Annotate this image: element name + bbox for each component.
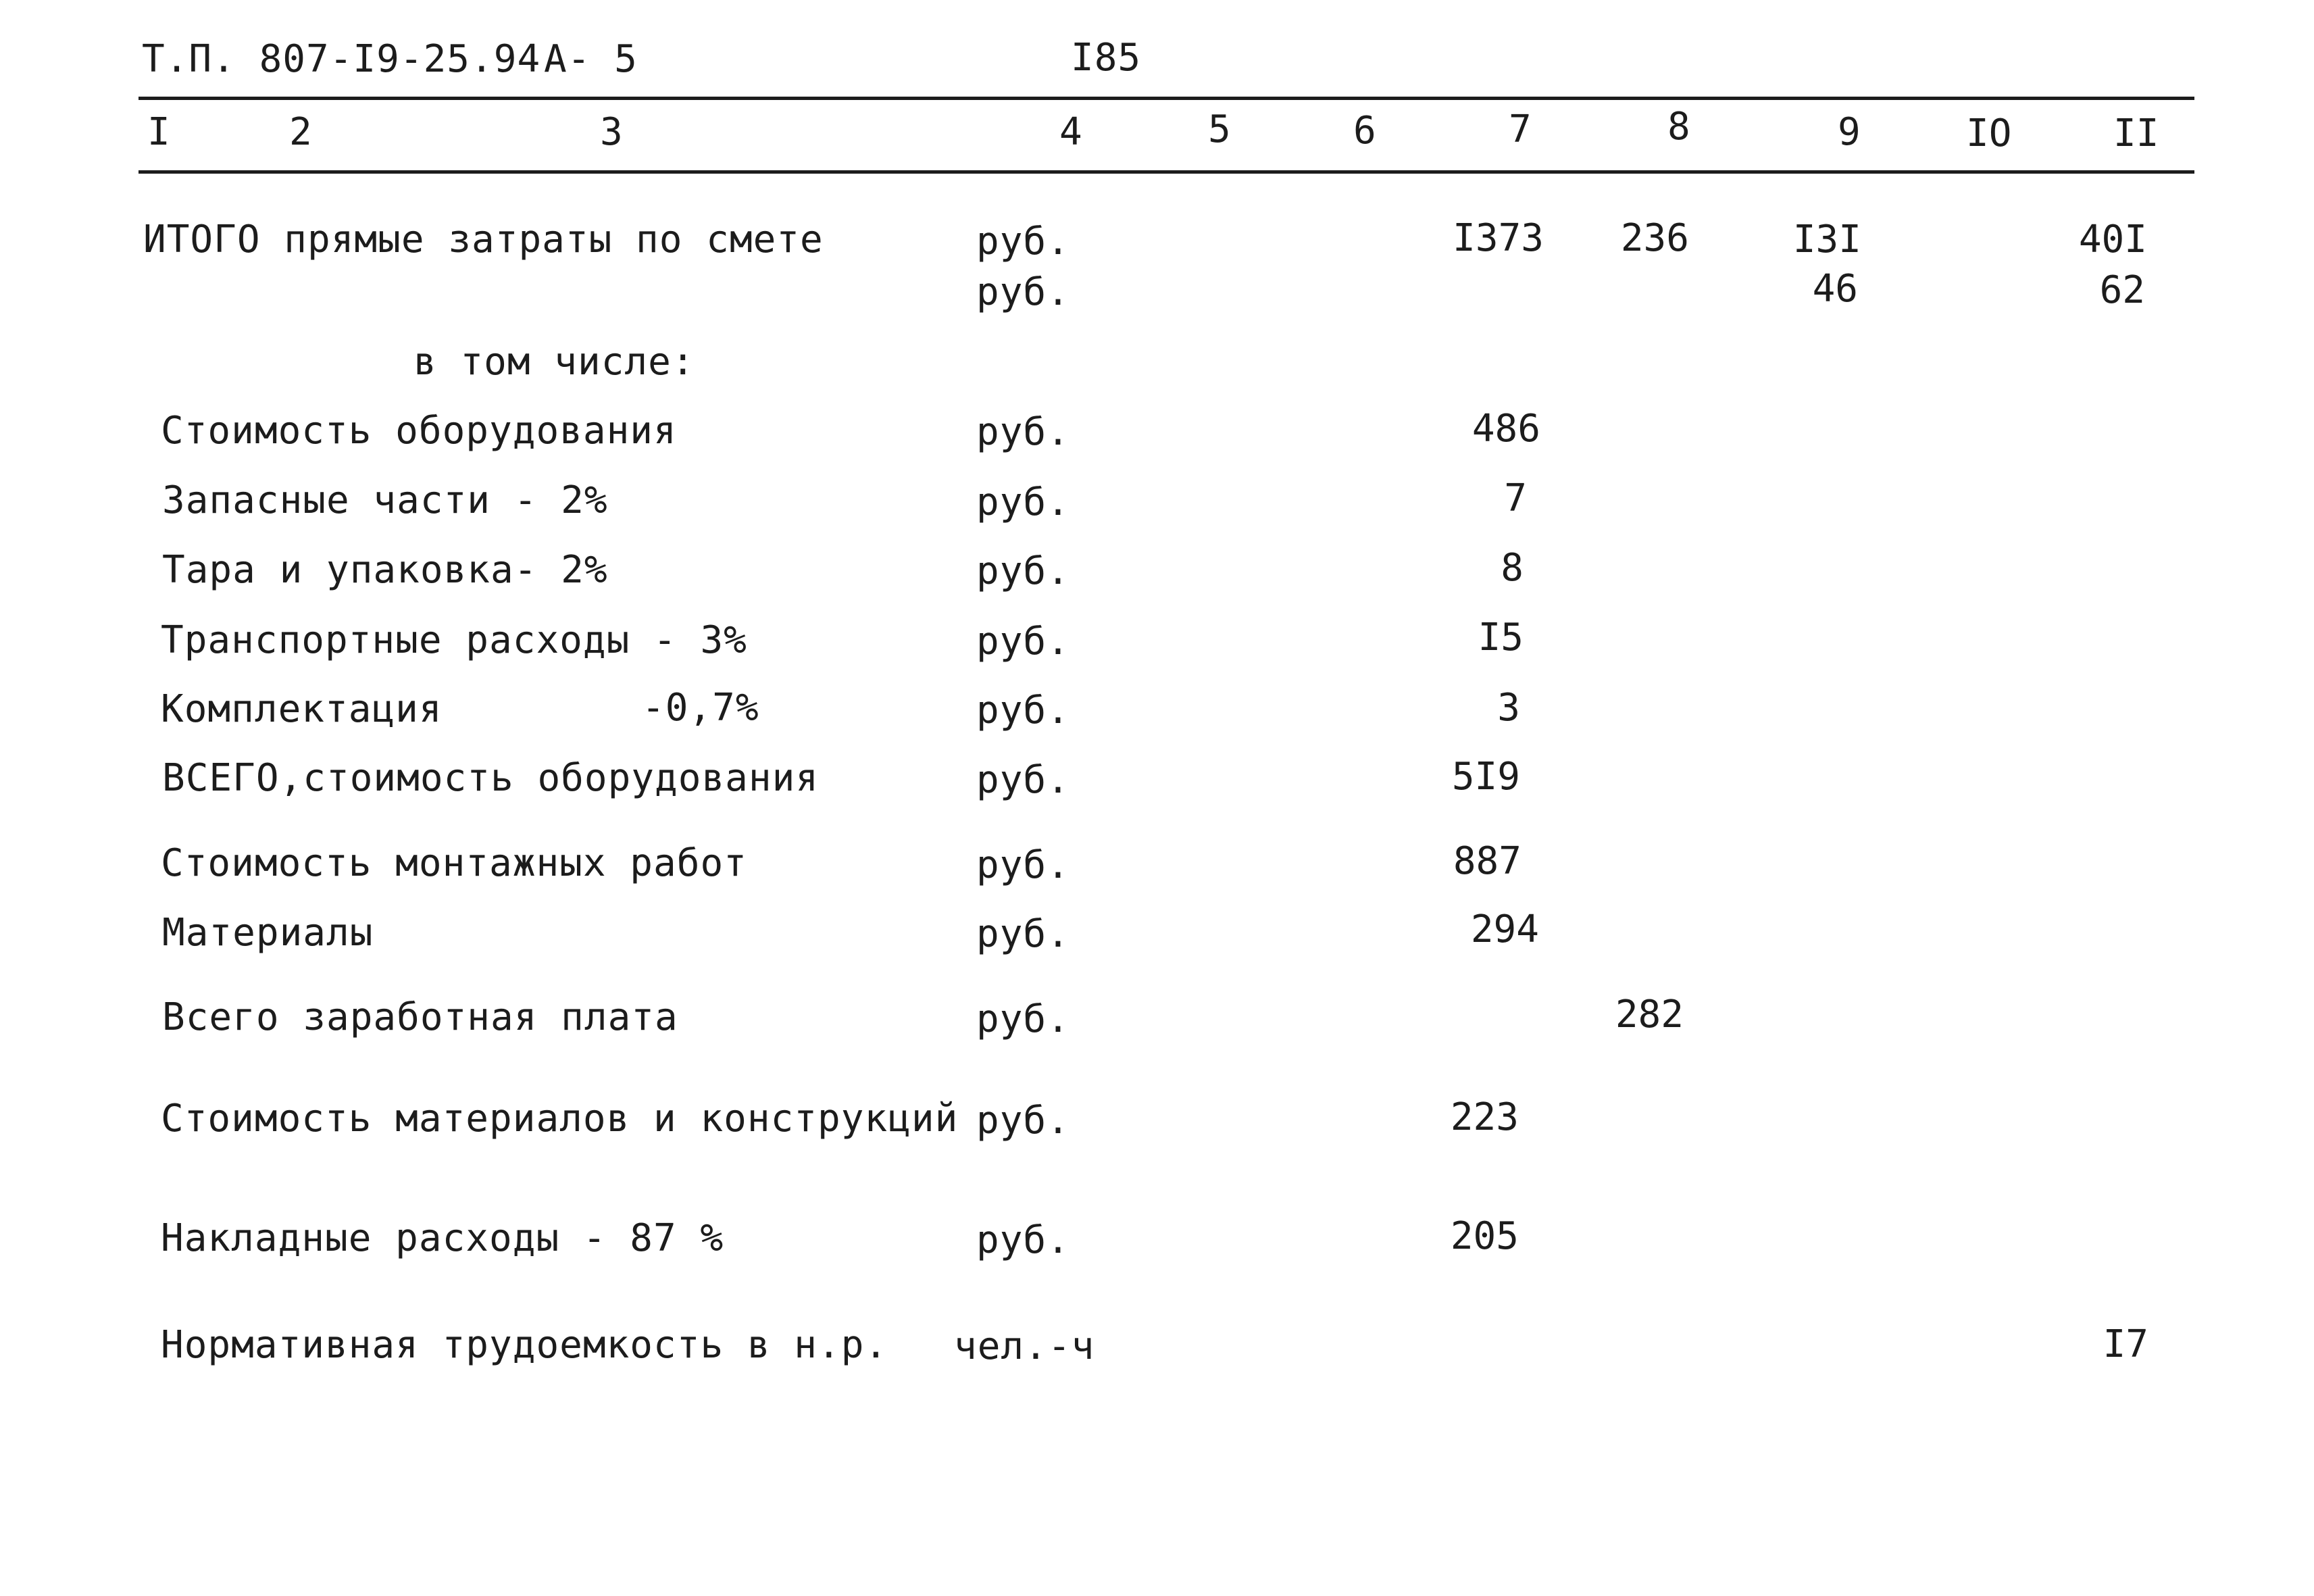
overhead-label: Накладные расходы - 87 % — [161, 1216, 724, 1260]
column-number-11: II — [2113, 111, 2159, 155]
column-number-6: 6 — [1353, 109, 1376, 153]
column-number-10: IO — [1966, 111, 2012, 155]
page-number: I85 — [1071, 36, 1142, 80]
column-number-4: 4 — [1059, 110, 1082, 154]
packaging-unit: руб. — [976, 549, 1070, 593]
transport-col7: I5 — [1478, 616, 1524, 659]
materials-structures-label: Стоимость материалов и конструкций — [161, 1097, 959, 1141]
installation-label: Стоимость монтажных работ — [161, 841, 747, 885]
wages-col8: 282 — [1615, 993, 1684, 1037]
equipment-total-col7: 5I9 — [1451, 755, 1520, 799]
equipment-cost-unit: руб. — [976, 410, 1070, 454]
labor-intensity-col11: I7 — [2103, 1322, 2148, 1366]
column-number-3: 3 — [600, 110, 623, 154]
materials-label: Материалы — [162, 911, 374, 955]
total-direct-unit-a: руб. — [976, 220, 1070, 264]
total-direct-col9-a: I3I — [1792, 218, 1861, 261]
completion-col7: 3 — [1497, 686, 1520, 730]
wages-label: Всего заработная плата — [162, 995, 678, 1039]
wages-unit: руб. — [976, 997, 1070, 1041]
column-number-2: 2 — [289, 110, 312, 154]
overhead-col7: 205 — [1450, 1214, 1519, 1258]
equipment-total-unit: руб. — [976, 758, 1070, 802]
column-number-7: 7 — [1509, 107, 1532, 151]
completion-label: Комплектация — [161, 687, 443, 731]
header-rule-top — [139, 97, 2194, 100]
materials-unit: руб. — [976, 912, 1070, 956]
completion-unit: руб. — [976, 689, 1070, 732]
total-direct-col8: 236 — [1620, 216, 1689, 260]
packaging-col7: 8 — [1501, 546, 1524, 590]
transport-label: Транспортные расходы - 3% — [161, 618, 747, 662]
total-direct-col7: I373 — [1453, 216, 1544, 260]
packaging-label: Тара и упаковка- 2% — [162, 548, 608, 592]
spare-parts-label: Запасные части - 2% — [162, 478, 608, 522]
header-rule-bottom — [139, 170, 2194, 174]
total-direct-col11-a: 40I — [2078, 218, 2147, 261]
total-direct-label: ИТОГО прямые затраты по смете — [143, 218, 824, 261]
column-number-1: I — [147, 110, 170, 154]
materials-structures-col7: 223 — [1450, 1095, 1519, 1139]
spare-parts-col7: 7 — [1504, 476, 1527, 520]
completion-percent: -0,7% — [642, 686, 759, 730]
installation-unit: руб. — [976, 843, 1070, 887]
equipment-total-label: ВСЕГО,стоимость оборудования — [162, 756, 820, 800]
materials-col7: 294 — [1470, 907, 1539, 951]
including-caption: в том числе: — [413, 340, 695, 384]
equipment-cost-col7: 486 — [1472, 407, 1540, 451]
total-direct-col9-b: 46 — [1812, 267, 1858, 311]
materials-structures-unit: руб. — [976, 1099, 1070, 1143]
total-direct-col11-b: 62 — [2099, 268, 2145, 312]
total-direct-unit-b: руб. — [976, 270, 1070, 314]
equipment-cost-label: Стоимость оборудования — [161, 409, 677, 453]
spare-parts-unit: руб. — [976, 480, 1070, 524]
document-code: Т.П. 807-I9-25.94 — [142, 37, 541, 81]
column-number-8: 8 — [1667, 105, 1690, 149]
transport-unit: руб. — [976, 620, 1070, 664]
column-number-5: 5 — [1208, 107, 1231, 151]
installation-col7: 887 — [1453, 839, 1521, 883]
labor-intensity-unit: чел.-ч — [954, 1324, 1095, 1368]
album-number: А- 5 — [544, 37, 638, 81]
labor-intensity-label: Нормативная трудоемкость в н.р. — [161, 1323, 888, 1367]
column-number-9: 9 — [1838, 110, 1861, 154]
overhead-unit: руб. — [976, 1218, 1070, 1262]
